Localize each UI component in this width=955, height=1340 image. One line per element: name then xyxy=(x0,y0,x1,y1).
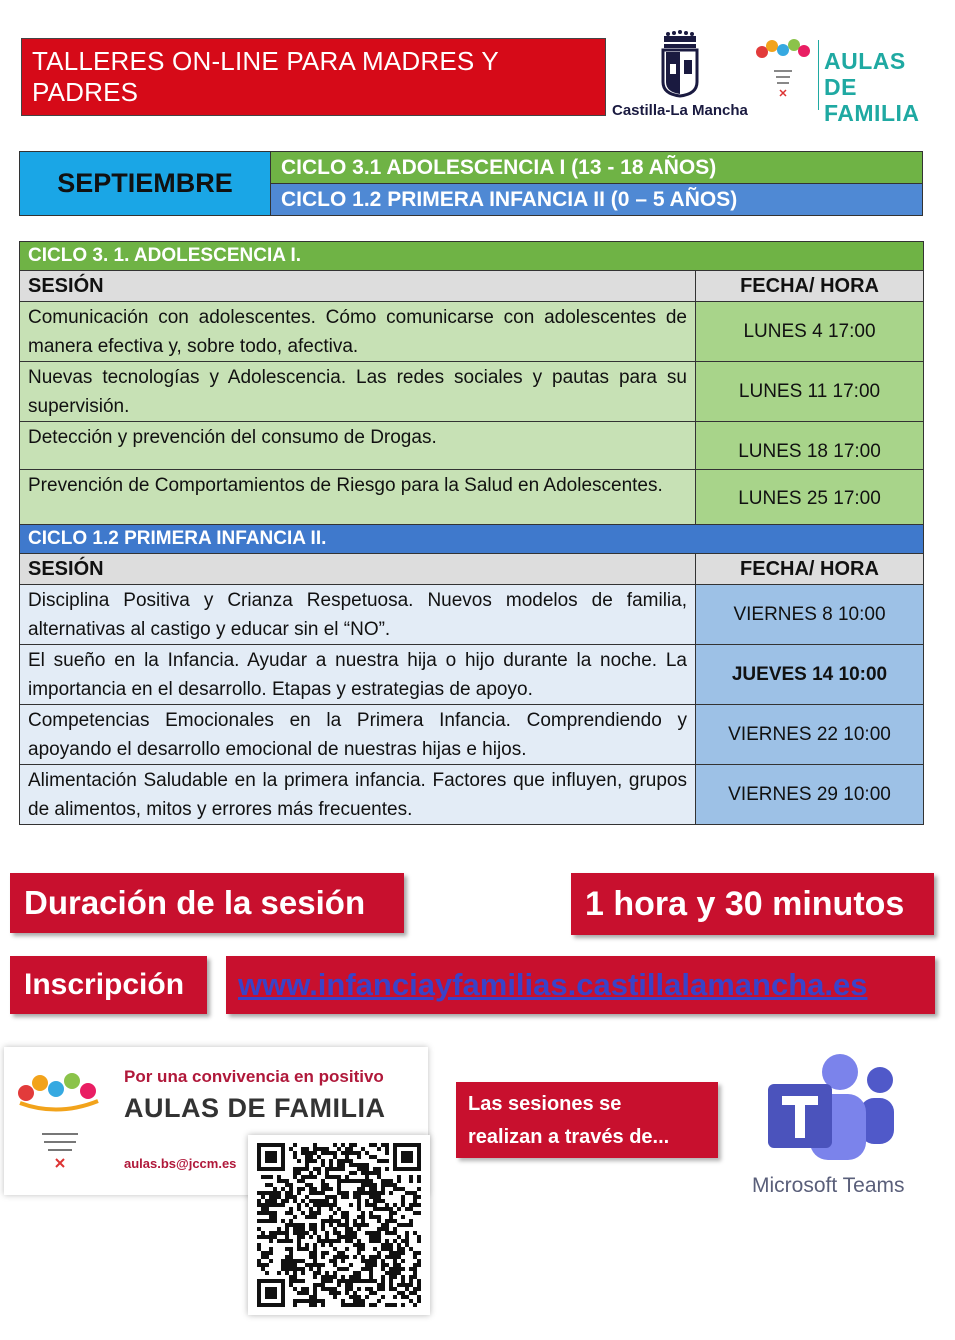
month-banner xyxy=(19,151,923,216)
qr-code xyxy=(248,1135,430,1315)
table-row xyxy=(20,585,924,645)
card-email[interactable]: aulas.bs@jccm.es xyxy=(124,1156,237,1171)
banner-cycle-adolescencia: CICLO 3.1 ADOLESCENCIA I (13 - 18 AÑOS) xyxy=(270,152,922,184)
microsoft-teams-logo xyxy=(752,1050,932,1200)
table-row xyxy=(20,645,924,705)
castilla-la-mancha-logo xyxy=(608,30,748,122)
microsoft-teams-icon xyxy=(752,1050,932,1170)
duration-value-text: 1 hora y 30 minutos xyxy=(585,884,905,923)
card-slogan: Por una convivencia en positivo xyxy=(124,1067,384,1086)
castilla-la-mancha-crest-icon xyxy=(608,30,748,102)
section-title: CICLO 1.2 PRIMERA INFANCIA II. xyxy=(20,525,924,554)
table-row xyxy=(20,302,924,362)
teams-note-line1: Las sesiones se xyxy=(468,1093,622,1115)
table-row xyxy=(20,422,924,470)
table-row xyxy=(20,705,924,765)
table-section-header xyxy=(20,242,924,271)
session-date: LUNES 11 17:00 xyxy=(696,362,924,422)
table-row xyxy=(20,765,924,825)
card-brand: AULAS DE FAMILIA xyxy=(124,1093,386,1123)
teams-label: Microsoft Teams xyxy=(752,1174,905,1197)
duration-value xyxy=(571,873,934,935)
session-title: Alimentación Saludable en la primera infancia. Factores que influyen, grupos de alimentos, mitos y errores más frecuentes. xyxy=(20,765,696,825)
aulas-title-line1: AULAS xyxy=(824,48,906,74)
month-label: SEPTIEMBRE xyxy=(20,152,270,215)
session-date: JUEVES 14 10:00 xyxy=(696,645,924,705)
teams-note-line2: realizan a través de... xyxy=(468,1126,670,1148)
session-title: Detección y prevención del consumo de Drogas. xyxy=(20,422,696,470)
session-date: VIERNES 22 10:00 xyxy=(696,705,924,765)
session-date: VIERNES 8 10:00 xyxy=(696,585,924,645)
column-header-session: SESIÓN xyxy=(20,554,696,585)
aulas-de-familia-logo xyxy=(752,36,952,126)
session-date: LUNES 4 17:00 xyxy=(696,302,924,362)
table-row xyxy=(20,470,924,528)
aulas-de-familia-logo-icon xyxy=(10,1067,110,1187)
signup-link-box xyxy=(226,956,935,1014)
session-title: Competencias Emocionales en la Primera Infancia. Comprendiendo y apoyando el desarrollo emocional de nuestras hijas e hijos. xyxy=(20,705,696,765)
column-header-date: FECHA/ HORA xyxy=(696,271,924,302)
aulas-de-familia-logo-icon xyxy=(752,36,814,114)
session-title: Disciplina Positiva y Crianza Respetuosa. Nuevos modelos de familia, alternativas al castigo y educar sin el “NO”. xyxy=(20,585,696,645)
session-date: LUNES 18 17:00 xyxy=(696,422,924,470)
signup-label-text: Inscripción xyxy=(24,968,185,1001)
session-title: El sueño en la Infancia. Ayudar a nuestra hija o hijo durante la noche. La importancia en el desarrollo. Etapas y estrategias de apoyo. xyxy=(20,645,696,705)
section-title: CICLO 3. 1. ADOLESCENCIA I. xyxy=(20,242,924,271)
duration-label-text: Duración de la sesión xyxy=(24,884,366,921)
column-header-date: FECHA/ HORA xyxy=(696,554,924,585)
signup-link[interactable]: www.infanciayfamilias.castillalamancha.es xyxy=(238,967,868,1002)
table-row xyxy=(20,362,924,422)
duration-label xyxy=(10,873,404,933)
table-primera-infancia xyxy=(19,524,924,825)
session-date: VIERNES 29 10:00 xyxy=(696,765,924,825)
signup-label xyxy=(10,956,207,1014)
castilla-la-mancha-name: Castilla-La Mancha xyxy=(612,102,748,119)
table-section-header xyxy=(20,525,924,554)
banner-cycle-infancia: CICLO 1.2 PRIMERA INFANCIA II (0 – 5 AÑOS) xyxy=(270,184,922,215)
session-title: Comunicación con adolescentes. Cómo comunicarse con adolescentes de manera efectiva y, sobre todo, afectiva. xyxy=(20,302,696,362)
table-column-headers xyxy=(20,554,924,585)
qr-code-icon xyxy=(257,1143,421,1307)
column-header-session: SESIÓN xyxy=(20,271,696,302)
table-adolescencia xyxy=(19,241,924,528)
session-date: LUNES 25 17:00 xyxy=(696,470,924,528)
aulas-title-line2: DE FAMILIA xyxy=(824,74,920,126)
session-title: Nuevas tecnologías y Adolescencia. Las redes sociales y pautas para su supervisión. xyxy=(20,362,696,422)
page-title xyxy=(21,38,606,116)
page-title-text: TALLERES ON-LINE PARA MADRES Y PADRES xyxy=(32,46,499,107)
teams-note xyxy=(456,1082,718,1158)
table-column-headers xyxy=(20,271,924,302)
session-title: Prevención de Comportamientos de Riesgo para la Salud en Adolescentes. xyxy=(20,470,696,528)
